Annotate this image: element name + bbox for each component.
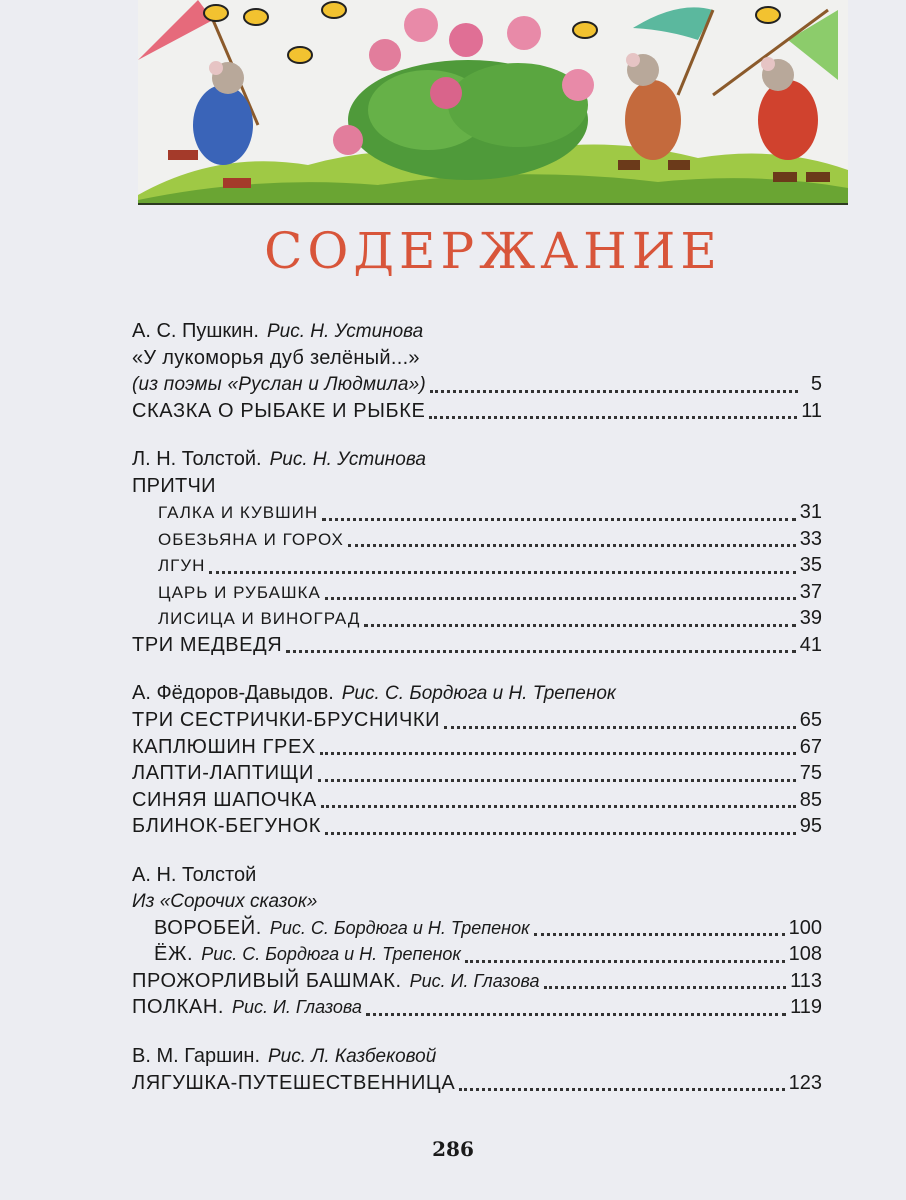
illustrator-credit: Рис. И. Глазова [232,997,362,1017]
dot-leader [325,597,796,600]
entry-label: ГАЛКА И КУВШИН [158,503,319,522]
header-illustration [138,0,848,205]
entry-page: 31 [799,501,822,523]
group-heading: ПРИТЧИ [132,475,216,497]
toc-entry[interactable] [132,813,822,840]
entry-page: 37 [799,580,822,603]
entry-page: 33 [799,527,822,550]
entry-page: 65 [799,709,822,731]
illustrator-credit: Рис. С. Бордюга и Н. Трепенок [201,944,461,964]
poem-title-line: «У лукоморья дуб зелёный...» [132,347,420,369]
dot-leader [459,1088,784,1091]
toc-entry[interactable] [132,787,822,814]
dot-leader [534,933,785,936]
entry-label: ОБЕЗЬЯНА И ГОРОХ [158,529,344,549]
dot-leader [318,779,796,782]
entry-label: ЁЖ. [154,943,194,965]
entry-page: 113 [790,969,822,992]
dot-leader [320,752,796,755]
table-of-contents [132,318,822,1118]
author-name: Л. Н. Толстой. [132,448,262,470]
author-line [132,680,822,707]
dot-leader [430,390,798,393]
section-tolstoy-ln [132,446,822,658]
entry-page: 41 [799,633,822,656]
dot-leader [209,571,795,574]
author-line [132,446,822,473]
illustrator-credit: Рис. И. Глазова [409,970,540,991]
toc-entry[interactable] [132,760,822,787]
dot-leader [429,416,797,419]
entry-label: ЛГУН [158,556,206,575]
page-number: 286 [432,1137,474,1161]
illustrator-credit: Рис. С. Бордюга и Н. Трепенок [269,917,530,938]
entry-label: КАПЛЮШИН ГРЕХ [132,735,316,758]
toc-entry[interactable] [132,499,822,526]
section-pushkin [132,318,822,424]
dot-leader [366,1013,786,1016]
illustrator-credit: Рис. Н. Устинова [266,321,424,342]
entry-page: 123 [788,1071,822,1094]
entry-label: (из поэмы «Руслан и Людмила») [132,374,426,395]
entry-page: 5 [810,373,822,395]
author-line [132,318,822,345]
entry-page: 95 [799,815,822,837]
dot-leader [321,805,796,808]
entry-page: 119 [790,996,822,1018]
entry-label: ТРИ СЕСТРИЧКИ-БРУСНИЧКИ [132,709,441,731]
dot-leader [364,624,795,627]
illustrator-credit: Рис. С. Бордюга и Н. Трепенок [341,683,616,704]
entry-page: 39 [799,607,822,629]
entry-page: 108 [788,943,822,965]
entry-label: ПОЛКАН. [132,996,225,1018]
author-line [132,1043,822,1070]
entry-label: ВОРОБЕЙ. [154,916,262,939]
section-garshin [132,1043,822,1097]
banner-divider [138,203,848,205]
entry-page: 11 [801,399,822,422]
meadow-illustration-icon [138,0,848,205]
toc-entry[interactable] [132,552,822,579]
dot-leader [465,960,785,963]
author-name: А. Н. Толстой [132,863,257,886]
toc-entry[interactable] [132,1070,822,1097]
page-title: СОДЕРЖАНИЕ [264,222,722,280]
toc-entry[interactable] [132,707,822,734]
entry-label: СИНЯЯ ШАПОЧКА [132,788,317,811]
entry-label: ТРИ МЕДВЕДЯ [132,633,283,656]
section-tolstoy-an [132,862,822,1021]
toc-entry[interactable] [132,398,822,425]
toc-entry[interactable] [132,579,822,606]
dot-leader [544,986,787,989]
author-name: А. Фёдоров-Давыдов. [132,682,334,704]
entry-page: 35 [799,554,822,576]
dot-leader [322,518,796,521]
toc-entry[interactable] [132,994,822,1021]
entry-page: 100 [788,916,822,939]
entry-page: 75 [799,762,822,784]
author-name: В. М. Гаршин. [132,1044,260,1067]
entry-label: ЛИСИЦА И ВИНОГРАД [158,609,361,628]
toc-entry[interactable] [132,605,822,632]
entry-label: ЦАРЬ И РУБАШКА [158,582,321,602]
author-name: А. С. Пушкин. [132,320,259,342]
dot-leader [325,832,796,835]
illustrator-credit: Рис. Л. Казбековой [268,1045,437,1067]
toc-entry[interactable] [132,632,822,659]
toc-entry[interactable] [132,371,822,398]
toc-entry[interactable] [132,968,822,995]
entry-label: СКАЗКА О РЫБАКЕ И РЫБКЕ [132,399,426,422]
illustrator-credit: Рис. Н. Устинова [269,449,426,470]
entry-label: БЛИНОК-БЕГУНОК [132,815,321,837]
toc-entry[interactable] [132,526,822,553]
entry-label: ЛАПТИ-ЛАПТИЩИ [132,762,314,784]
author-line [132,862,822,889]
dot-leader [444,726,796,729]
toc-entry[interactable] [132,915,822,942]
dot-leader [348,544,796,547]
entry-label: ЛЯГУШКА-ПУТЕШЕСТВЕННИЦА [132,1071,456,1094]
toc-entry[interactable] [132,734,822,761]
collection-heading: Из «Сорочих сказок» [132,890,318,912]
toc-entry[interactable] [132,941,822,968]
entry-label: ПРОЖОРЛИВЫЙ БАШМАК. [132,969,402,992]
dot-leader [286,650,795,653]
entry-page: 67 [799,735,822,758]
entry-page: 85 [799,788,822,811]
section-fedorov-davydov [132,680,822,840]
